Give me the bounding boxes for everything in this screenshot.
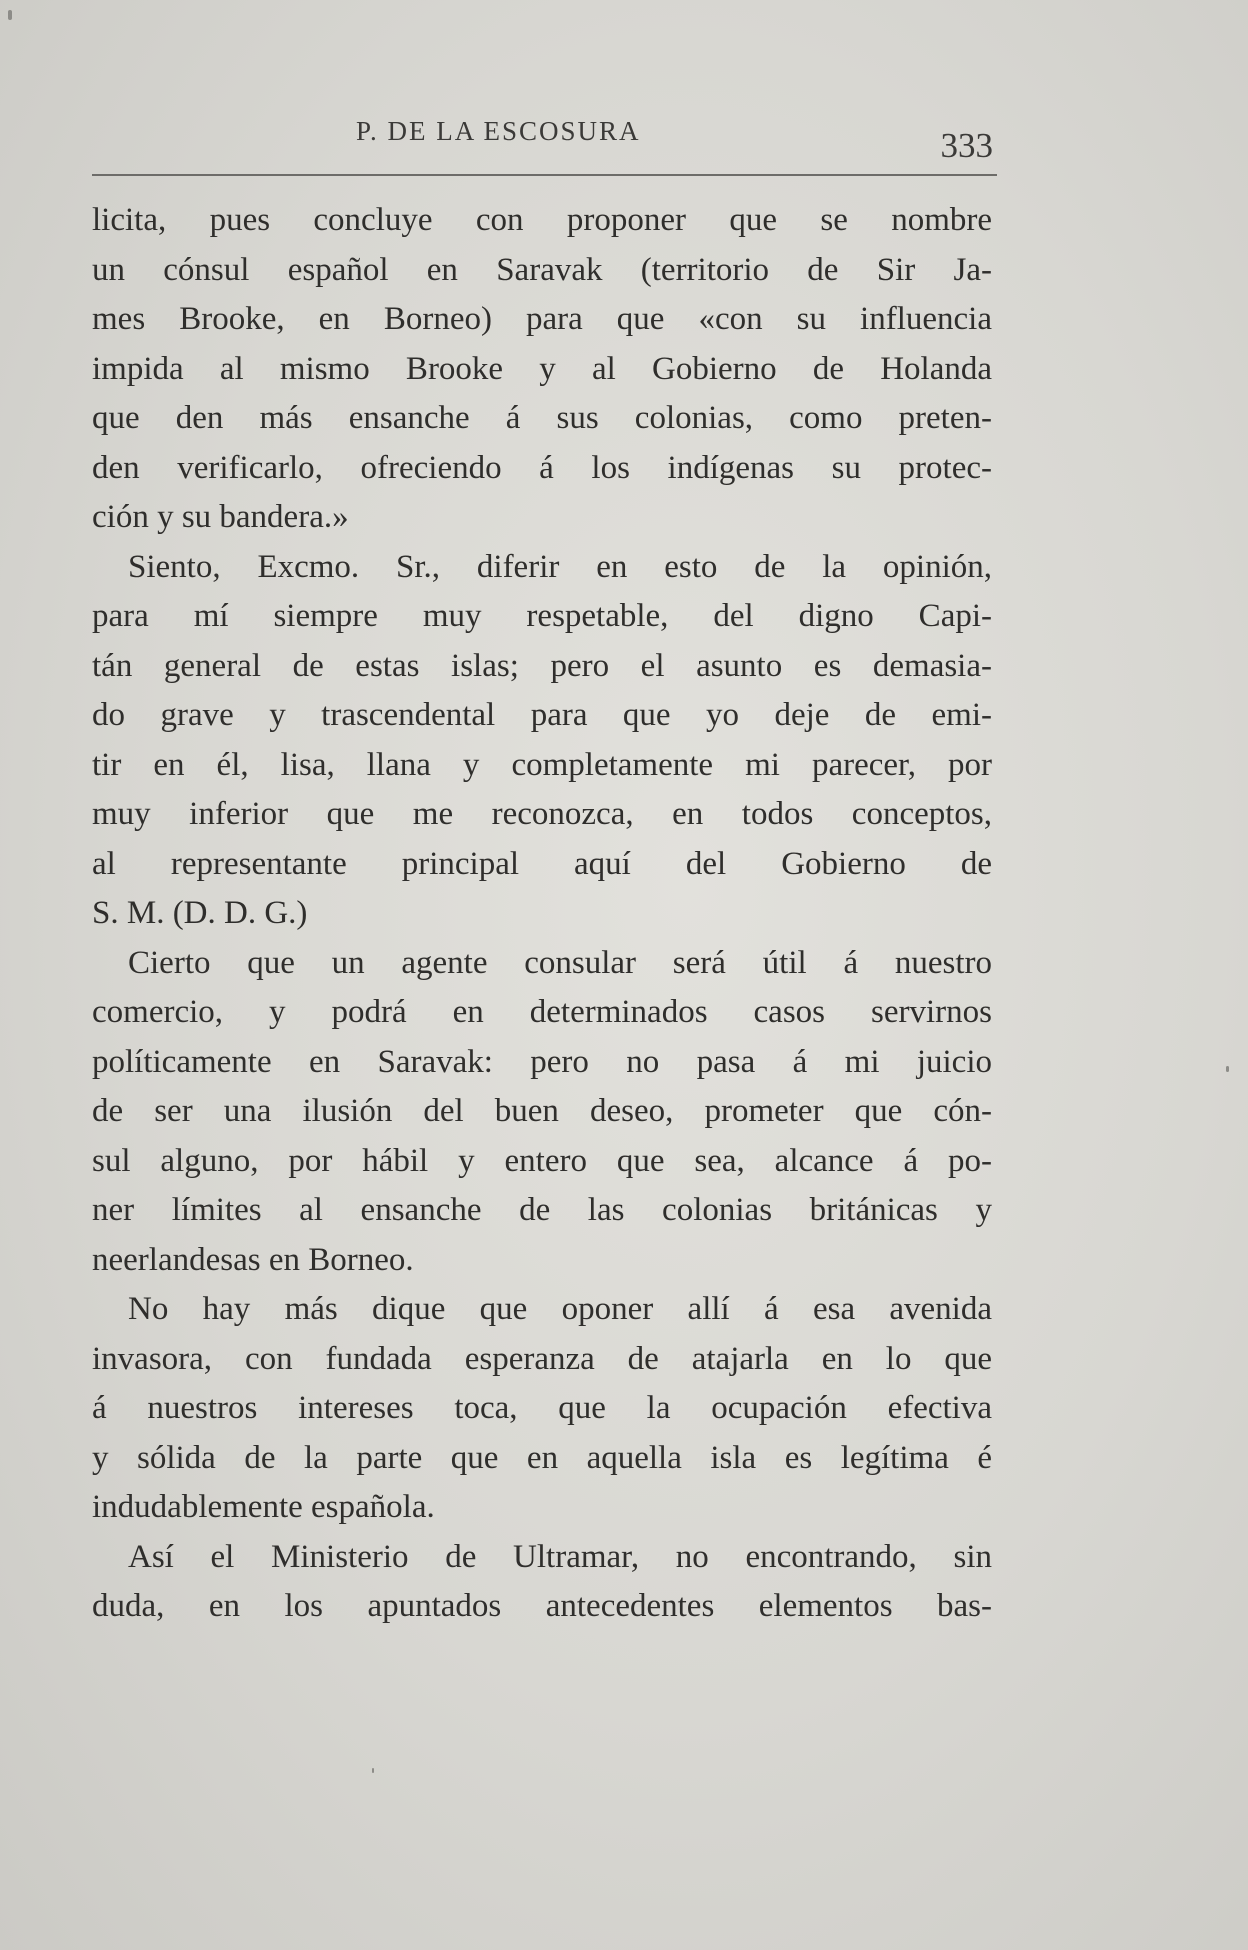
body-text: [92, 196, 992, 1632]
text-line: Siento, Excmo. Sr., diferir en esto de la opinión,: [128, 548, 992, 585]
text-line: muy inferior que me reconozca, en todos conceptos,: [92, 796, 992, 832]
paper-speck: [1226, 1066, 1229, 1072]
running-head: P. DE LA ESCOSURA: [356, 116, 641, 146]
text-line: den verificarlo, ofreciendo á los indígenas su protec-: [92, 449, 992, 486]
text-line: tir en él, lisa, llana y completamente mi parecer, por: [92, 746, 992, 783]
text-line: á nuestros intereses toca, que la ocupación efectiva: [92, 1390, 992, 1426]
text-line: S. M. (D. D. G.): [92, 895, 308, 931]
text-line: Así el Ministerio de Ultramar, no encontrando, sin: [128, 1538, 992, 1575]
text-line: y sólida de la parte que en aquella isla es legítima é: [92, 1439, 992, 1476]
text-line: sul alguno, por hábil y entero que sea, alcance á po-: [92, 1142, 992, 1179]
text-line: ner límites al ensanche de las colonias británicas y: [92, 1192, 992, 1228]
text-line: ción y su bandera.»: [92, 499, 349, 535]
text-line: do grave y trascendental para que yo deje de emi-: [92, 697, 992, 733]
text-line: neerlandesas en Borneo.: [92, 1241, 414, 1278]
text-line: licita, pues concluye con proponer que se nombre: [92, 202, 992, 238]
text-line: que den más ensanche á sus colonias, como preten-: [92, 400, 992, 436]
text-line: un cónsul español en Saravak (territorio de Sir Ja-: [92, 251, 992, 288]
text-line: políticamente en Saravak: pero no pasa á mi juicio: [92, 1043, 992, 1080]
text-line: para mí siempre muy respetable, del digno Capi-: [92, 598, 992, 634]
text-line: tán general de estas islas; pero el asunto es demasia-: [92, 647, 992, 684]
text-line: invasora, con fundada esperanza de atajarla en lo que: [92, 1340, 992, 1377]
text-line: al representante principal aquí del Gobierno de: [92, 845, 992, 882]
text-line: No hay más dique que oponer allí á esa avenida: [128, 1291, 992, 1327]
text-line: de ser una ilusión del buen deseo, prometer que cón-: [92, 1093, 992, 1129]
page-header: [92, 108, 997, 176]
text-line: comercio, y podrá en determinados casos servirnos: [92, 994, 992, 1030]
paper-speck: [8, 10, 12, 20]
text-line: Cierto que un agente consular será útil á nuestro: [128, 944, 992, 981]
text-line: mes Brooke, en Borneo) para que «con su influencia: [92, 301, 992, 337]
paper-speck: [372, 1768, 374, 1773]
page-number: 333: [940, 126, 993, 165]
text-line: indudablemente española.: [92, 1489, 435, 1525]
text-line: duda, en los apuntados antecedentes elementos bas-: [92, 1588, 992, 1624]
text-line: impida al mismo Brooke y al Gobierno de Holanda: [92, 350, 992, 387]
